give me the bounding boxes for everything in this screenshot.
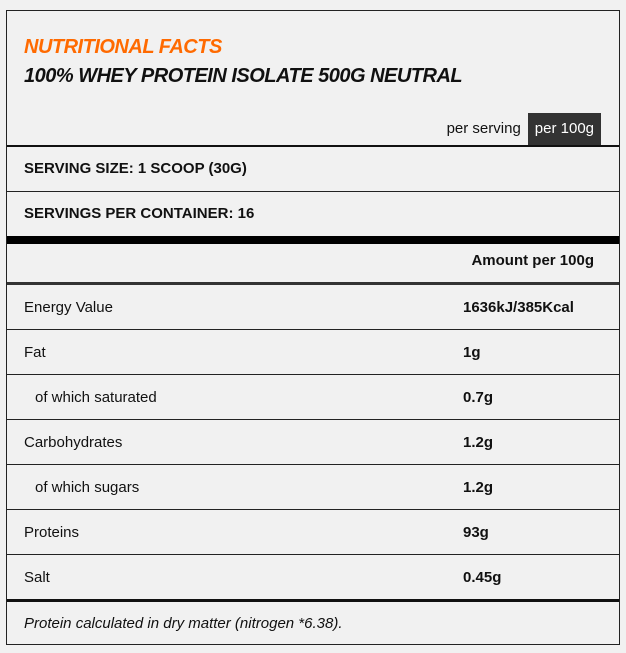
table-row bbox=[7, 510, 619, 555]
nutrition-header bbox=[7, 11, 619, 147]
serving-size: SERVING SIZE: 1 SCOOP (30G) bbox=[7, 147, 619, 192]
nutrient-value: 1g bbox=[463, 343, 481, 361]
nutrient-name: Carbohydrates bbox=[24, 433, 123, 451]
nutrient-name: Salt bbox=[24, 568, 50, 586]
nutrient-value: 1.2g bbox=[463, 478, 494, 496]
nutrient-name: of which sugars bbox=[35, 478, 140, 496]
unit-toggle bbox=[440, 113, 601, 145]
table-row bbox=[7, 555, 619, 602]
nutrition-table bbox=[6, 10, 620, 645]
amount-header: Amount per 100g bbox=[7, 244, 619, 285]
servings-per-container: SERVINGS PER CONTAINER: 16 bbox=[7, 192, 619, 244]
table-row bbox=[7, 375, 619, 420]
table-row bbox=[7, 285, 619, 330]
nutrient-value: 1636kJ/385Kcal bbox=[463, 298, 574, 316]
nutrient-name: Energy Value bbox=[24, 298, 113, 316]
nutrient-value: 93g bbox=[463, 523, 489, 541]
footnote: Protein calculated in dry matter (nitrogen *6.38). bbox=[24, 615, 343, 632]
nutrient-value: 0.45g bbox=[463, 568, 502, 586]
table-row bbox=[7, 330, 619, 375]
nutrient-value: 0.7g bbox=[463, 388, 494, 406]
nutrient-name: Fat bbox=[24, 343, 46, 361]
table-row bbox=[7, 420, 619, 465]
table-row bbox=[7, 465, 619, 510]
product-name: 100% WHEY PROTEIN ISOLATE 500G NEUTRAL bbox=[24, 65, 463, 87]
nutrient-name: of which saturated bbox=[35, 388, 157, 406]
nutrient-name: Proteins bbox=[24, 523, 80, 541]
nutrient-value: 1.2g bbox=[463, 433, 494, 451]
toggle-per-100g[interactable]: per 100g bbox=[528, 113, 601, 145]
section-title: NUTRITIONAL FACTS bbox=[24, 36, 222, 58]
toggle-per-serving[interactable]: per serving bbox=[446, 120, 521, 137]
